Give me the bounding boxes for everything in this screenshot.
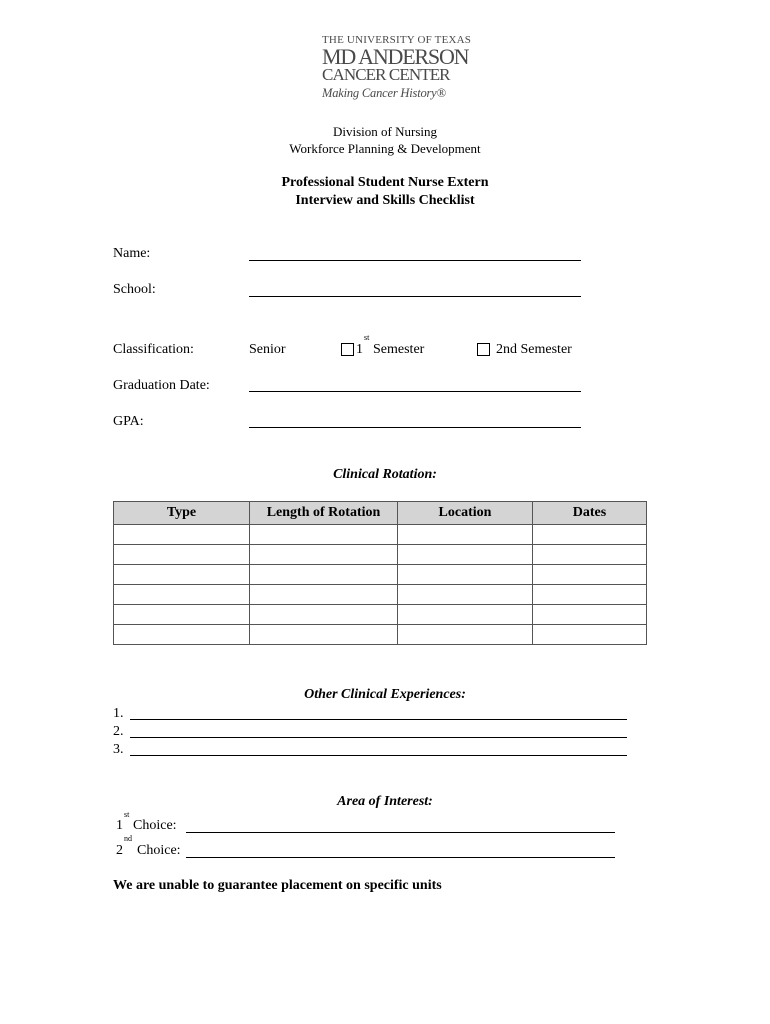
classification-label: Classification:: [113, 342, 194, 357]
choice-1-sup: st: [124, 810, 130, 819]
department-text: Workforce Planning & Development: [289, 141, 481, 156]
table-cell[interactable]: [398, 605, 533, 625]
table-row: [114, 605, 647, 625]
experience-item-3-number: 3.: [113, 742, 124, 757]
school-label: School:: [113, 282, 156, 297]
table-cell[interactable]: [398, 565, 533, 585]
experience-item-1-line[interactable]: [130, 719, 627, 720]
graduation-date-label: Graduation Date:: [113, 378, 210, 393]
table-cell[interactable]: [114, 625, 250, 645]
column-header-type: Type: [114, 502, 250, 525]
table-cell[interactable]: [398, 525, 533, 545]
logo-tagline: Making Cancer History®: [322, 86, 446, 100]
table-cell[interactable]: [250, 565, 398, 585]
first-semester-label: Semester: [373, 342, 425, 357]
table-cell[interactable]: [250, 585, 398, 605]
table-cell[interactable]: [533, 585, 647, 605]
choice-1-field-line[interactable]: [186, 832, 615, 833]
table-cell[interactable]: [533, 545, 647, 565]
table-cell[interactable]: [398, 545, 533, 565]
table-row: [114, 625, 647, 645]
column-header-length: Length of Rotation: [250, 502, 398, 525]
graduation-date-field-line[interactable]: [249, 391, 581, 392]
experience-item-1-number: 1.: [113, 706, 124, 721]
table-cell[interactable]: [114, 565, 250, 585]
name-label: Name:: [113, 246, 151, 261]
table-cell[interactable]: [533, 625, 647, 645]
table-cell[interactable]: [398, 585, 533, 605]
md-anderson-logo: [322, 34, 472, 101]
second-semester-checkbox[interactable]: [477, 343, 490, 356]
table-row: [114, 585, 647, 605]
table-cell[interactable]: [250, 605, 398, 625]
placement-disclaimer: We are unable to guarantee placement on specific units: [113, 878, 442, 893]
form-title-line2: Interview and Skills Checklist: [295, 193, 475, 208]
choice-2-sup: nd: [124, 834, 132, 843]
choice-2-field-line[interactable]: [186, 857, 615, 858]
table-cell[interactable]: [533, 605, 647, 625]
logo-line-md-anderson: MD ANDERSON: [322, 44, 469, 69]
experience-item-3-line[interactable]: [130, 755, 627, 756]
choice-1-label: Choice:: [133, 818, 177, 833]
logo-line-cancer-center: CANCER CENTER: [322, 65, 450, 84]
gpa-label: GPA:: [113, 414, 144, 429]
form-title-line1: Professional Student Nurse Extern: [281, 175, 489, 190]
school-field-line[interactable]: [249, 296, 581, 297]
table-row: [114, 565, 647, 585]
classification-senior: Senior: [249, 342, 286, 357]
experience-item-2-line[interactable]: [130, 737, 627, 738]
table-cell[interactable]: [114, 545, 250, 565]
gpa-field-line[interactable]: [249, 427, 581, 428]
name-field-line[interactable]: [249, 260, 581, 261]
table-cell[interactable]: [398, 625, 533, 645]
column-header-location: Location: [398, 502, 533, 525]
choice-2-num: 2: [116, 843, 123, 858]
table-row: [114, 525, 647, 545]
choice-1-num: 1: [116, 818, 123, 833]
logo-line-university: THE UNIVERSITY OF TEXAS: [322, 34, 472, 46]
table-cell[interactable]: [114, 525, 250, 545]
table-cell[interactable]: [114, 605, 250, 625]
first-semester-sup: st: [364, 333, 370, 342]
clinical-rotation-heading: Clinical Rotation:: [333, 467, 437, 482]
first-semester-num: 1: [356, 342, 363, 357]
table-cell[interactable]: [114, 585, 250, 605]
first-semester-checkbox[interactable]: [341, 343, 354, 356]
division-text: Division of Nursing: [333, 124, 437, 139]
area-of-interest-heading: Area of Interest:: [337, 794, 433, 809]
table-cell[interactable]: [533, 525, 647, 545]
other-experiences-heading: Other Clinical Experiences:: [304, 687, 466, 702]
second-semester-label: 2nd Semester: [496, 342, 572, 357]
choice-2-label: Choice:: [137, 843, 181, 858]
experience-item-2-number: 2.: [113, 724, 124, 739]
table-header-row: [114, 502, 647, 525]
column-header-dates: Dates: [533, 502, 647, 525]
table-cell[interactable]: [250, 625, 398, 645]
table-cell[interactable]: [533, 565, 647, 585]
clinical-rotation-table: [113, 501, 647, 645]
table-row: [114, 545, 647, 565]
table-cell[interactable]: [250, 525, 398, 545]
table-cell[interactable]: [250, 545, 398, 565]
